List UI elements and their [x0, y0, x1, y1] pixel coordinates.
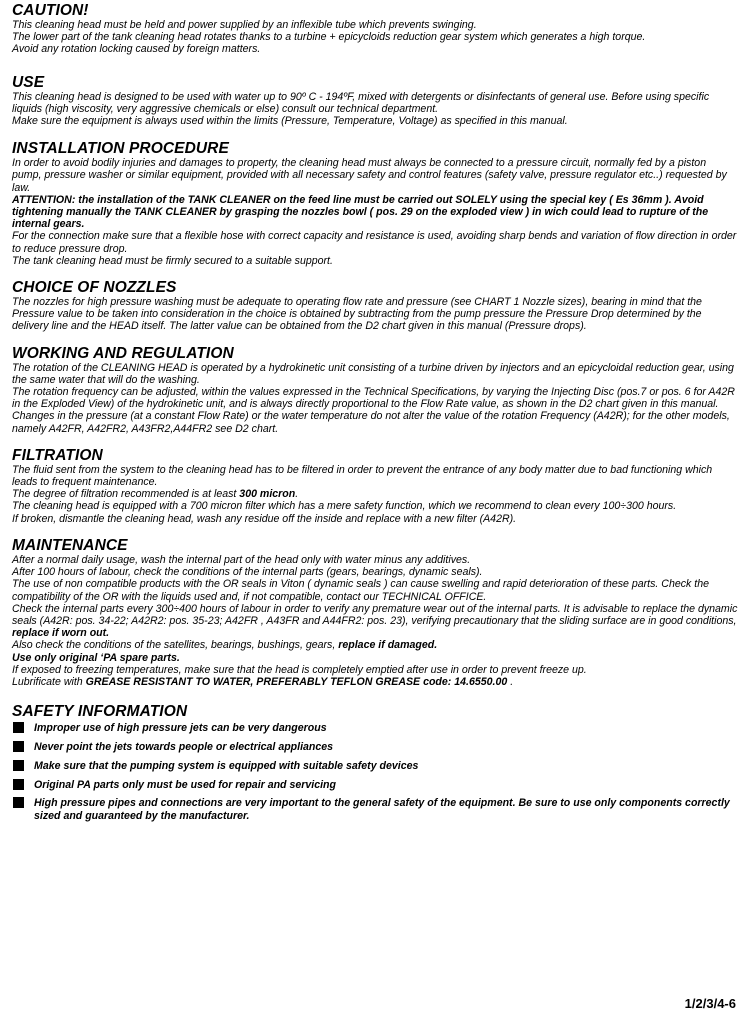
- maintenance-spare-parts: Use only original ‘PA spare parts.: [12, 651, 180, 664]
- filtration-title: FILTRATION: [12, 446, 103, 464]
- maintenance-lub-end: .: [507, 675, 514, 688]
- filtration-text: If broken, dismantle the cleaning head, wash any residue off the inside and replace with a new filter (A42R).: [12, 512, 517, 525]
- maintenance-text: [12, 603, 738, 640]
- nozzles-text: The nozzles for high pressure washing must be adequate to operating flow rate and pressure (see CHART 1 Nozzle sizes), bearing in mind that the Pressure value to be taken into consideration in the choice is obtained by subtracting from the pump pressure the Pressure Drop determined by the delivery line and the HEAD itself. The latter value can be obtained from the D2 chart given in this manual (Pressure drops).: [12, 296, 702, 333]
- caution-line: The lower part of the tank cleaning head rotates thanks to a turbine + epicycloids reduction gear system which generates a high torque.: [12, 31, 646, 44]
- maintenance-text: [12, 639, 738, 651]
- installation-title: INSTALLATION PROCEDURE: [12, 140, 229, 158]
- working-section: [12, 345, 738, 435]
- caution-title: CAUTION!: [12, 2, 89, 19]
- safety-item: [12, 741, 738, 753]
- maintenance-text: After 100 hours of labour, check the conditions of the internal parts (gears, bearings, dynamic seals).: [12, 566, 483, 579]
- installation-section: [12, 140, 738, 267]
- filtration-micron: 300 micron: [239, 488, 296, 501]
- maintenance-text: After a normal daily usage, wash the internal part of the head only with water minus any additives.: [12, 553, 471, 566]
- maintenance-text: If exposed to freezing temperatures, make sure that the head is completely emptied after use in order to prevent freeze up.: [12, 663, 587, 676]
- safety-item-text: Never point the jets towards people or electrical appliances: [34, 740, 334, 753]
- filtration-degree-text: The degree of filtration recommended is at least: [12, 488, 240, 501]
- use-text: Make sure the equipment is always used within the limits (Pressure, Temperature, Voltage) as specified in this manual.: [12, 115, 568, 128]
- use-section: [12, 74, 738, 128]
- filtration-text: The cleaning head is equipped with a 700 micron filter which has a mere safety function, which we recommend to clean every 100÷300 hours.: [12, 500, 677, 513]
- working-text: The rotation frequency can be adjusted, within the values expressed in the Technical Specifications, by varying the Injecting Disc (pos.7 or pos. 6 for A42R in the Exploded View) of the hydrokinetic unit, and is always directly proportional to the Flow Rate value, as shown in the D2 chart given in this manual.: [12, 386, 735, 411]
- safety-item: [12, 779, 738, 791]
- safety-item-text: Improper use of high pressure jets can be very dangerous: [34, 722, 327, 735]
- safety-item-text: Original PA parts only must be used for repair and servicing: [34, 778, 336, 791]
- square-bullet-icon: [13, 797, 24, 808]
- working-text: The rotation of the CLEANING HEAD is operated by a hydrokinetic unit consisting of a turbine driven by injectors and an epicycloidal reduction gear, using the same water that will do the washing.: [12, 361, 734, 386]
- working-title: WORKING AND REGULATION: [12, 344, 234, 362]
- safety-item: [12, 722, 738, 734]
- nozzles-title: CHOICE OF NOZZLES: [12, 279, 177, 297]
- safety-item: [12, 760, 738, 772]
- maintenance-replace-damaged: replace if damaged.: [338, 639, 438, 652]
- safety-item: [12, 797, 738, 821]
- square-bullet-icon: [13, 722, 24, 733]
- manual-page: [12, 2, 738, 828]
- maintenance-check-text: Check the internal parts every 300÷400 hours of labour in order to verify any premature wear out of the internal parts. It is advisable to replace the dynamic seals (A42R: pos. 34-22; A42R2: pos. 35-23; A42FR , A43FR and A44FR2: pos. 23), verifying precautionary that the sliding surface are in good conditions,: [12, 602, 738, 627]
- maintenance-lubrication: [12, 676, 738, 688]
- maintenance-section: [12, 537, 738, 688]
- safety-title: SAFETY INFORMATION: [12, 703, 188, 721]
- filtration-text: The fluid sent from the system to the cleaning head has to be filtered in order to prevent the entrance of any body matter due to bad functioning which leads to frequent maintenance.: [12, 463, 713, 489]
- square-bullet-icon: [13, 760, 24, 771]
- installation-text: The tank cleaning head must be firmly secured to a suitable support.: [12, 254, 333, 267]
- safety-section: [12, 703, 738, 822]
- filtration-degree: [12, 488, 738, 500]
- square-bullet-icon: [13, 741, 24, 752]
- caution-line: This cleaning head must be held and power supplied by an inflexible tube which prevents swinging.: [12, 19, 477, 31]
- safety-list: [12, 722, 738, 822]
- installation-text: In order to avoid bodily injuries and damages to property, the cleaning head must always be connected to a pressure circuit, normally fed by a piston pump, pressure washer or similar equipment, provided with all necessary safety and control features (safety valve, pressure regulator etc..) requested by law.: [12, 157, 727, 194]
- maintenance-text: The use of non compatible products with the OR seals in Viton ( dynamic seals ) can cause swelling and rapid deterioration of these parts. Check the compatibility of the OR with the liquids used and, if not compatible, contact our TECHNICAL OFFICE.: [12, 578, 710, 603]
- working-text: Changes in the pressure (at a constant Flow Rate) or the water temperature do not alter the value of the rotation Frequency (A42R); for the other models, namely A42FR, A42FR2, A43FR2,A44FR2 see D2 chart.: [12, 410, 730, 435]
- maintenance-grease: GREASE RESISTANT TO WATER, PREFERABLY TEFLON GREASE code: 14.6550.00: [85, 675, 508, 688]
- maintenance-also-text: Also check the conditions of the satellites, bearings, bushings, gears,: [12, 639, 339, 652]
- use-text: This cleaning head is designed to be used with water up to 90º C - 194ºF, mixed with detergents or disinfectants of general use. Before using specific liquids (high viscosity, very aggressive chemicals or else) consult our technical department.: [12, 90, 710, 115]
- filtration-period: .: [295, 488, 299, 501]
- use-title: USE: [12, 73, 45, 91]
- safety-item-text: Make sure that the pumping system is equipped with suitable safety devices: [34, 759, 419, 772]
- caution-line: Avoid any rotation locking caused by foreign matters.: [12, 43, 261, 56]
- safety-item-text: High pressure pipes and connections are very important to the general safety of the equipment. Be sure to use only components correctly sized and guaranteed by the manufacturer.: [34, 797, 730, 822]
- maintenance-lub-text: Lubrificate with: [12, 675, 86, 688]
- maintenance-title: MAINTENANCE: [12, 536, 128, 554]
- caution-section: [12, 2, 738, 56]
- page-number: 1/2/3/4-6: [684, 996, 736, 1011]
- installation-text: For the connection make sure that a flexible hose with correct capacity and resistance is used, avoiding sharp bends and variation of flow direction in order to reduce pressure drop.: [12, 230, 737, 255]
- maintenance-replace-worn: replace if worn out.: [12, 627, 110, 640]
- installation-attention: ATTENTION: the installation of the TANK CLEANER on the feed line must be carried out SOLELY using the special key ( Es 36mm ). Avoid tightening manually the TANK CLEANER by grasping the nozzles bowl ( pos. 29 on the exploded view ) in wich could lead to rupture of the internal gears.: [12, 193, 709, 231]
- filtration-section: [12, 447, 738, 525]
- nozzles-section: [12, 279, 738, 333]
- square-bullet-icon: [13, 779, 24, 790]
